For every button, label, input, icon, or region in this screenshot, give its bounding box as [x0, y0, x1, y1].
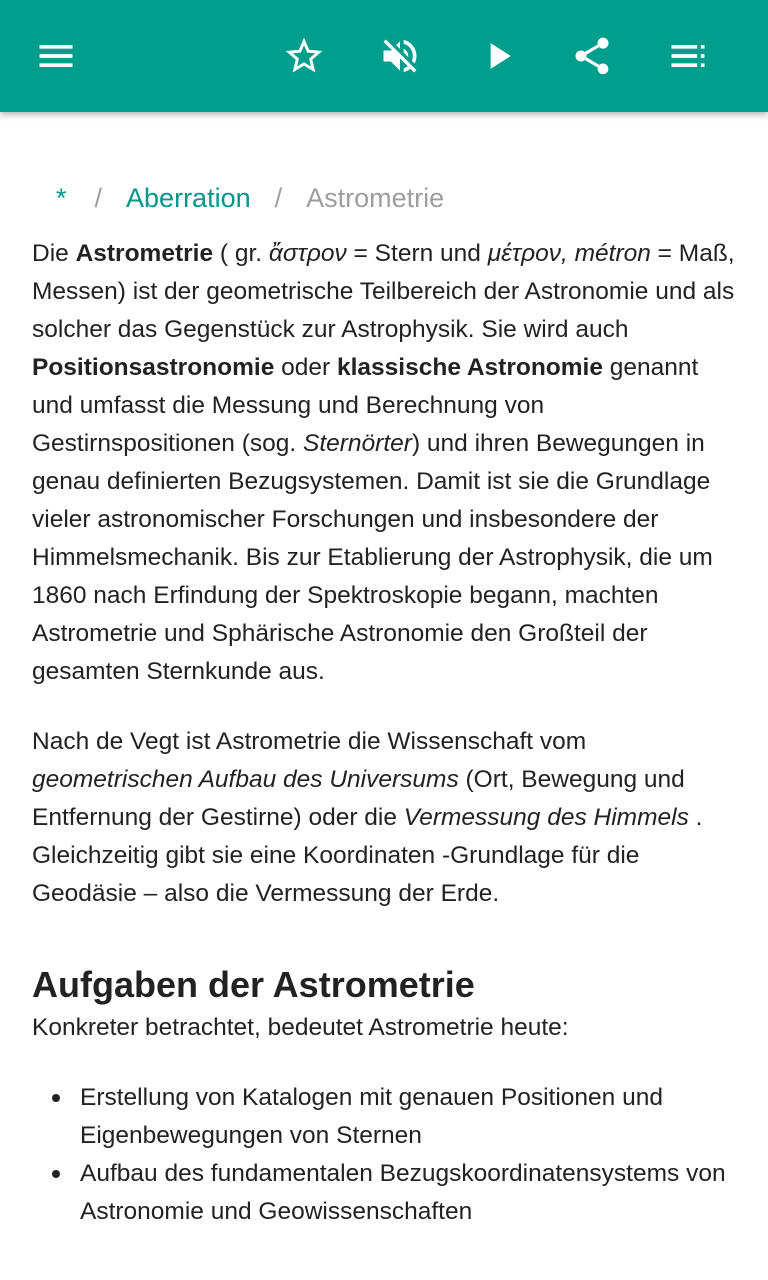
text-span: . Gleichzeitig gibt sie eine Koordinaten -Grundlage für die Geodäsie – also die Vermessung der Erde.	[32, 804, 703, 907]
breadcrumb-current: Astrometrie	[306, 183, 445, 213]
mute-button[interactable]	[372, 28, 428, 84]
play-icon	[476, 34, 520, 78]
breadcrumb-separator: /	[94, 183, 103, 213]
section-heading: Aufgaben der Astrometrie	[32, 964, 475, 1005]
text-span: (Ort, Bewegung und Entfernung der Gestirne) oder die	[32, 766, 685, 831]
favorite-button[interactable]	[276, 28, 332, 84]
italic-term: Vermessung des Himmels	[403, 804, 689, 831]
playlist-button[interactable]	[660, 28, 716, 84]
menu-button[interactable]	[28, 28, 84, 84]
italic-term: ἄστρον	[268, 240, 347, 267]
intro-paragraph	[32, 235, 736, 691]
breadcrumb-home-link[interactable]: *	[56, 183, 67, 213]
list-item: Erstellung von Katalogen mit genauen Positionen und Eigenbewegungen von Sternen	[80, 1079, 736, 1155]
task-list	[32, 1079, 736, 1231]
list-item: Aufbau des fundamentalen Bezugskoordinatensystems von Astronomie und Geowissenschaften	[80, 1155, 736, 1231]
bold-term: Astrometrie	[75, 240, 214, 267]
volume-off-icon	[378, 34, 422, 78]
text-span: = Maß, Messen) ist der geometrische Teilbereich der Astronomie und als solcher das Gegenstück zur Astrophysik. Sie wird auch	[32, 240, 735, 343]
text-span: genannt und umfasst die Messung und Berechnung von Gestirnspositionen (sog.	[32, 354, 699, 457]
star-outline-icon	[282, 34, 326, 78]
bold-term: Positionsastronomie	[32, 354, 275, 381]
italic-term: geometrischen Aufbau des Universums	[32, 766, 459, 793]
app-toolbar	[0, 0, 768, 112]
text-span: oder	[274, 354, 337, 381]
text-span: Die	[32, 240, 76, 267]
text-span: ) und ihren Bewegungen in genau definierten Bezugsystemen. Damit ist sie die Grundlage vieler astronomischer Forschungen und insbesondere der Himmelsmechanik. Bis zur Etablierung der Astrophysik, die um 1860 nach Erfindung der Spektroskopie begann, machten Astrometrie und Sphärische Astronomie den Großteil der gesamten Sternkunde aus.	[32, 430, 713, 685]
breadcrumb	[32, 178, 736, 218]
section-intro: Konkreter betrachtet, bedeutet Astrometrie heute:	[32, 1014, 569, 1041]
share-button[interactable]	[564, 28, 620, 84]
play-button[interactable]	[470, 28, 526, 84]
italic-term: Sternörter	[303, 430, 412, 457]
menu-icon	[34, 34, 78, 78]
breadcrumb-parent-link[interactable]: Aberration	[126, 183, 251, 213]
text-span: ( gr.	[213, 240, 269, 267]
text-span: = Stern und	[346, 240, 488, 267]
breadcrumb-separator: /	[274, 183, 283, 213]
definition-paragraph	[32, 723, 736, 913]
bold-term: klassische Astronomie	[336, 354, 603, 381]
italic-term: μέτρον, métron	[487, 240, 651, 267]
article-content	[32, 112, 736, 1231]
text-span: Nach de Vegt ist Astrometrie die Wissenschaft vom	[32, 728, 587, 755]
share-icon	[570, 34, 614, 78]
playlist-icon	[666, 34, 710, 78]
